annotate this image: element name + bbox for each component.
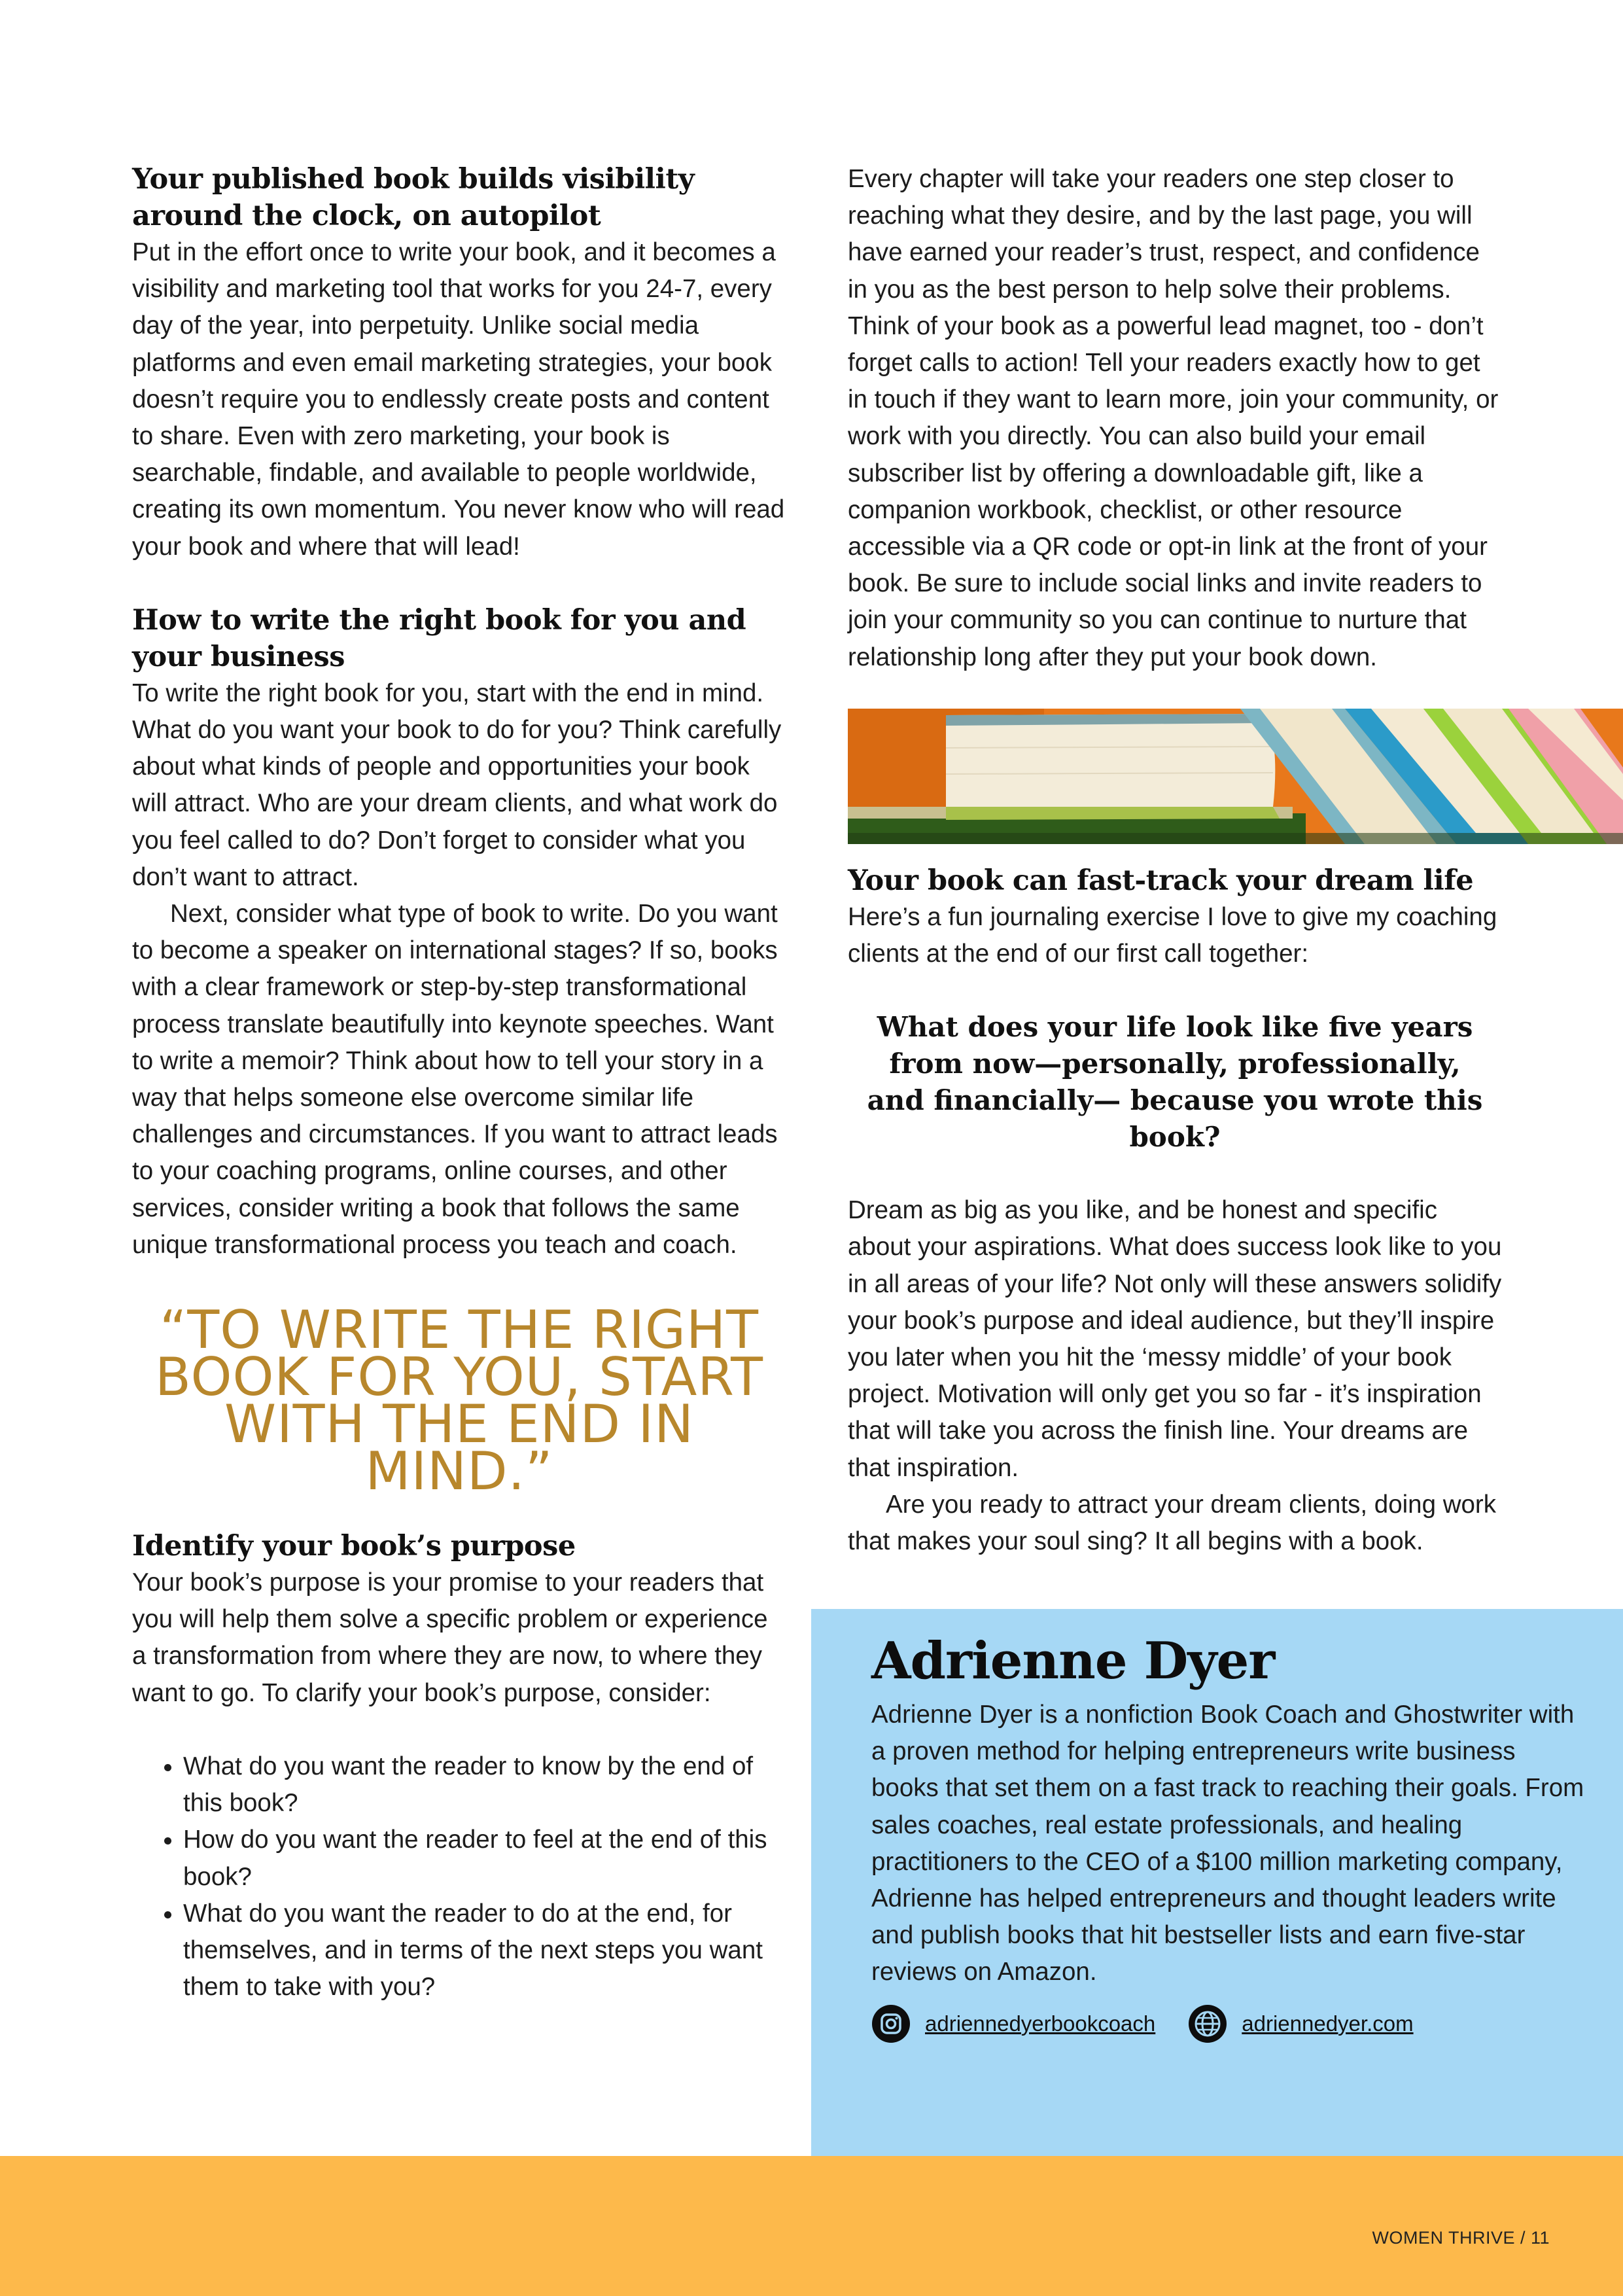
- fast-track-intro: Here’s a fun journaling exercise I love to give my coaching clients at the end of our first call together:: [848, 902, 1497, 968]
- purpose-question-list: [132, 1748, 786, 2005]
- right-body-p3: Are you ready to attract your dream clients, doing work that makes your soul sing? It all begins with a book.: [848, 1490, 1496, 1556]
- website-link[interactable]: [1188, 2004, 1413, 2043]
- author-links: [871, 2004, 1586, 2043]
- right-column: [848, 161, 1502, 1560]
- section-body-right-book-p2: Next, consider what type of book to write. Do you want to become a speaker on international stages? If so, books with a clear framework or step-by-step transformational process translate beautifully into keynote speeches. Want to write a memoir? Think about how to tell your story in a way that helps someone else overcome similar life challenges and circumstances. If you want to attract leads to your coaching programs, online courses, and other services, consider writing a book that follows the same unique transformational process you teach and coach.: [132, 900, 778, 1259]
- page-folio: WOMEN THRIVE / 11: [1372, 2228, 1550, 2248]
- list-item: • What do you want the reader to do at the end, for themselves, and in terms of the next steps you want them to take with you?: [183, 1896, 786, 2006]
- stacked-books-illustration: [848, 709, 1623, 844]
- footer-band: [0, 2156, 1623, 2296]
- instagram-icon: [871, 2004, 911, 2043]
- section-heading-right-book: How to write the right book for you and your business: [132, 603, 746, 673]
- section-heading-purpose: Identify your book’s purpose: [132, 1530, 576, 1563]
- pull-quote: “TO WRITE THE RIGHT BOOK FOR YOU, START WITH THE END IN MIND.”: [155, 1299, 763, 1502]
- list-item: • How do you want the reader to feel at the end of this book?: [183, 1822, 786, 1895]
- section-heading-fast-track: Your book can fast-track your dream life: [848, 864, 1474, 897]
- section-body-visibility: Put in the effort once to write your book, and it becomes a visibility and marketing tool that works for you 24-7, every day of the year, into perpetuity. Unlike social media platforms and even email marketing strategies, your book doesn’t require you to endlessly create posts and content to share. Even with zero marketing, your book is searchable, findable, and available to people worldwide, creating its own momentum. You never know who will read your book and where that will lead!: [132, 238, 785, 561]
- right-body-p2: Dream as big as you like, and be honest and specific about your aspirations. What does success look like to you in all areas of your life? Not only will these answers solidify your book’s purpose and ideal audience, but they’ll inspire you later when you hit the ‘messy middle’ of your book project. Motivation will only get you so far - it’s inspiration that will take you across the finish line. Your dreams are that inspiration.: [848, 1196, 1502, 1482]
- website-url[interactable]: adriennedyer.com: [1242, 2011, 1414, 2036]
- section-body-right-book-p1: To write the right book for you, start with the end in mind. What do you want your book to do for you? Think carefully about what kinds of people and opportunities your book will attract. Who are your dream clients, and what work do you feel called to do? Don’t forget to consider what you don’t want to attract.: [132, 679, 782, 891]
- books-photo: [848, 709, 1623, 844]
- author-bio-text: Adrienne Dyer is a nonfiction Book Coach and Ghostwriter with a proven method for helping entrepreneurs write business books that set them on a fast track to reaching their goals. From sales coaches, real estate professionals, and healing practitioners to the CEO of a $100 million marketing company, Adrienne has helped entrepreneurs and thought leaders write and publish books that hit bestseller lists and earn five-star reviews on Amazon.: [871, 1701, 1584, 1987]
- section-heading-visibility: Your published book builds visibility around the clock, on autopilot: [132, 163, 695, 232]
- instagram-handle[interactable]: adriennedyerbookcoach: [925, 2011, 1156, 2036]
- author-bio-box: [811, 1609, 1623, 2156]
- left-column: [132, 161, 786, 2005]
- right-body-p1: Every chapter will take your readers one step closer to reaching what they desire, and by the last page, you will have earned your reader’s trust, respect, and confidence in you as the best person to help solve their problems. Think of your book as a powerful lead magnet, too - don’t forget calls to action! Tell your readers exactly how to get in touch if they want to learn more, join your community, or work with you directly. You can also build your email subscriber list by offering a downloadable gift, like a companion workbook, checklist, or other resource accessible via a QR code or opt-in link at the front of your book. Be sure to include social links and invite readers to join your community so you can continue to nurture that relationship long after they put your book down.: [848, 165, 1499, 671]
- section-body-purpose: Your book’s purpose is your promise to your readers that you will help them solve a specific problem or experience a transformation from where they are now, to where they want to go. To clarify your book’s purpose, consider:: [132, 1568, 768, 1707]
- instagram-link[interactable]: [871, 2004, 1155, 2043]
- author-name: Adrienne Dyer: [871, 1631, 1275, 1691]
- list-item: • What do you want the reader to know by the end of this book?: [183, 1748, 786, 1822]
- globe-icon: [1188, 2004, 1227, 2043]
- journaling-question: What does your life look like five years from now—personally, professionally, and financially— because you wrote this book?: [867, 1011, 1483, 1154]
